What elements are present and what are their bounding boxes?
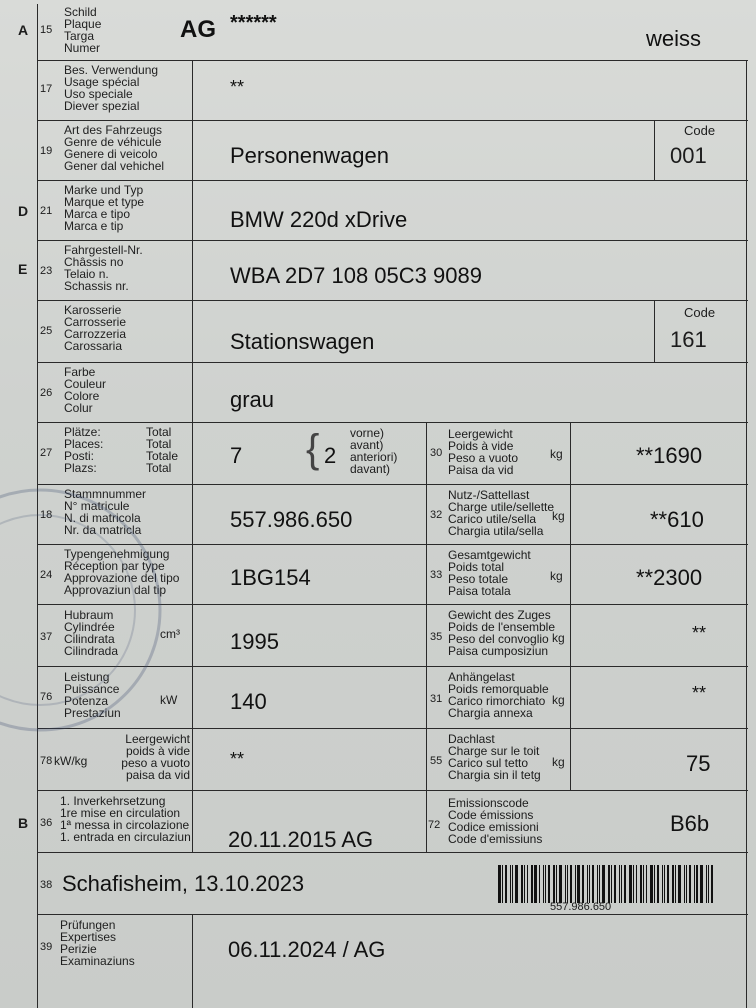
divider <box>426 605 427 666</box>
barcode-bar <box>689 865 691 903</box>
empty-weight-value: **1690 <box>636 443 703 468</box>
divider <box>654 301 655 362</box>
divider <box>192 485 193 544</box>
kw-per-kg-unit: kW/kg <box>54 754 88 768</box>
unit-kg: kg <box>550 447 563 461</box>
vehicle-type-value: Personenwagen <box>230 143 390 168</box>
unit-cm3: cm³ <box>160 627 180 641</box>
barcode-bar <box>657 865 659 903</box>
inspection-value: 06.11.2024 / AG <box>228 937 386 962</box>
field-number: 78 <box>40 755 53 767</box>
chassis-value: WBA 2D7 108 05C3 9089 <box>230 263 482 288</box>
master-no-label: Stammnummer N° matricule N. di matricola Nr. da matricla <box>64 487 147 537</box>
vehicle-type-label: Art des Fahrzeugs Genre de véhicule Genere di veicolo Gener dal vehichel <box>64 123 165 173</box>
divider <box>192 423 193 484</box>
field-number: 21 <box>40 205 53 217</box>
plate-row <box>18 4 748 60</box>
unit-kg: kg <box>552 693 565 707</box>
seats-weight-row <box>38 422 748 484</box>
barcode-bar <box>602 865 605 903</box>
divider <box>570 545 571 604</box>
make-value: BMW 220d xDrive <box>230 207 408 232</box>
barcode-bar <box>589 865 590 903</box>
divider <box>192 791 193 852</box>
seats-front-label: vorne) avant) anteriori) davant) <box>350 426 398 476</box>
barcode-bar <box>646 865 647 903</box>
divider <box>192 181 193 240</box>
barcode-bar <box>621 865 622 903</box>
barcode-bar <box>505 865 507 903</box>
trailer-load-value: ** <box>692 683 707 703</box>
barcode-bar <box>643 865 644 903</box>
field-number: 37 <box>40 631 53 643</box>
plate-label: Schild Plaque Targa Numer <box>64 5 102 55</box>
code-label: Code <box>684 305 716 320</box>
seats-total-value: 7 <box>230 443 243 468</box>
barcode-bar <box>570 865 572 903</box>
train-weight-value: ** <box>692 623 707 643</box>
field-number: 72 <box>428 819 441 831</box>
divider <box>570 605 571 666</box>
make-row <box>18 180 748 240</box>
divider <box>654 121 655 180</box>
power-value: 140 <box>230 689 267 714</box>
special-use-row <box>38 60 748 120</box>
vehicle-type-row <box>38 120 748 180</box>
power-trailer-row <box>38 666 748 728</box>
barcode-bar <box>619 865 620 903</box>
field-number: 15 <box>40 24 53 36</box>
divider <box>426 729 427 790</box>
special-use-value: ** <box>230 77 245 97</box>
body-code: 161 <box>670 327 707 352</box>
payload-value: **610 <box>650 507 704 532</box>
barcode-bar <box>556 865 557 903</box>
row-letter-b: B <box>18 815 29 831</box>
type-approval-label: Typengenehmigung Réception par type Approvazione del tipo Approvaziun dal tip <box>64 547 180 597</box>
emissions-value: B6b <box>670 811 710 836</box>
kw-per-kg-value: ** <box>230 749 245 769</box>
body-value: Stationswagen <box>230 329 375 354</box>
divider <box>426 545 427 604</box>
barcode-bar <box>629 865 632 903</box>
barcode-bar <box>700 865 703 903</box>
divider <box>570 667 571 728</box>
divider <box>426 485 427 544</box>
barcode-bar <box>640 865 642 903</box>
kw-per-kg-label: Leergewicht poids à vide peso a vuoto paisa da vid <box>121 732 190 782</box>
field-number: 19 <box>40 145 53 157</box>
vehicle-type-code: 001 <box>670 143 707 168</box>
make-label: Marke und Typ Marque et type Marca e tipo Marca e tip <box>64 183 145 233</box>
color-value: grau <box>230 387 275 412</box>
barcode-bar <box>567 865 568 903</box>
barcode-bar <box>512 865 513 903</box>
barcode-bar <box>534 865 537 903</box>
approval-total-weight-row <box>38 544 748 604</box>
color-row <box>38 362 748 422</box>
seats-total-label: Total Total Totale Total <box>146 425 179 475</box>
type-approval-value: 1BG154 <box>230 565 311 590</box>
field-number: 18 <box>40 509 53 521</box>
displacement-label: Hubraum Cylindrée Cilindrata Cilindrada <box>64 608 119 658</box>
barcode-bar <box>608 865 610 903</box>
divider <box>192 61 193 120</box>
barcode-bar <box>650 865 653 903</box>
seats-label: Plätze: Places: Posti: Plazs: <box>64 425 104 475</box>
barcode-bar <box>521 865 523 903</box>
barcode-bar <box>565 865 566 903</box>
barcode-bar <box>582 865 584 903</box>
barcode-number: 557.986.650 <box>550 901 612 913</box>
barcode-bar <box>686 865 687 903</box>
barcode-bar <box>708 865 709 903</box>
field-number: 33 <box>430 569 443 581</box>
barcode-bar <box>662 865 663 903</box>
field-number: 27 <box>40 447 53 459</box>
barcode-bar <box>559 865 562 903</box>
divider <box>192 545 193 604</box>
field-number: 36 <box>40 817 53 829</box>
barcode-bar <box>664 865 665 903</box>
divider <box>570 423 571 484</box>
row-letter-d: D <box>18 203 29 219</box>
barcode-bar <box>675 865 676 903</box>
divider <box>426 791 427 852</box>
barcode-bar <box>711 865 713 903</box>
chassis-row <box>18 240 748 300</box>
inspection-row <box>38 914 748 1008</box>
payload-label: Nutz-/Sattellast Charge utile/sellette Carico utile/sella Chargia utila/sella <box>448 488 555 538</box>
chassis-label: Fahrgestell-Nr. Châssis no Telaio n. Schassis nr. <box>64 243 143 293</box>
total-weight-label: Gesamtgewicht Poids total Peso totale Paisa totala <box>448 548 531 598</box>
barcode-bar <box>599 865 600 903</box>
barcode-bar <box>597 865 598 903</box>
divider <box>192 241 193 300</box>
barcode-bar <box>515 865 518 903</box>
barcode-bar <box>531 865 533 903</box>
seats-bracket: { <box>306 427 320 471</box>
row-letter-a: A <box>18 22 29 38</box>
unit-kg: kg <box>552 509 565 523</box>
table-left-border <box>37 4 38 1008</box>
unit-kg: kg <box>550 569 563 583</box>
barcode-bar <box>672 865 674 903</box>
barcode-bar <box>545 865 546 903</box>
body-label: Karosserie Carrosserie Carrozzeria Carossaria <box>64 303 127 353</box>
barcode-bar <box>706 865 707 903</box>
barcode-bar <box>694 865 695 903</box>
barcode-bar <box>654 865 655 903</box>
field-number: 30 <box>430 447 443 459</box>
color-label: Farbe Couleur Colore Colur <box>64 365 107 415</box>
barcode-bar <box>524 865 525 903</box>
table-right-border <box>746 60 747 1008</box>
barcode-bar <box>592 865 594 903</box>
plate-number: ****** <box>230 12 277 34</box>
train-weight-label: Gewicht des Zuges Poids de l'ensemble Peso del convoglio Paisa cumposiziun <box>448 608 556 658</box>
master-no-value: 557.986.650 <box>230 507 353 532</box>
divider <box>426 423 427 484</box>
barcode-bar <box>575 865 576 903</box>
master-payload-row <box>38 484 748 544</box>
special-use-label: Bes. Verwendung Usage spécial Uso speciale Diever spezial <box>64 63 159 113</box>
code-label: Code <box>684 123 716 138</box>
divider <box>192 363 193 422</box>
divider <box>192 667 193 728</box>
first-reg-value: 20.11.2015 AG <box>228 827 374 852</box>
barcode-bar <box>614 865 616 903</box>
barcode-bar <box>678 865 681 903</box>
barcode-bar <box>498 865 501 903</box>
power-label: Leistung Puissance Potenza Prestaziun <box>64 670 121 720</box>
barcode-bar <box>611 865 612 903</box>
divider <box>192 605 193 666</box>
roof-load-value: 75 <box>686 751 711 776</box>
divider <box>426 667 427 728</box>
empty-weight-label: Leergewicht Poids à vide Peso a vuoto Paisa da vid <box>448 427 519 477</box>
first-reg-label: 1. Inverkehrsetzung 1re mise en circulation 1ª messa in circolazione 1. entrada en circulaziun <box>60 794 191 844</box>
field-number: 26 <box>40 387 53 399</box>
barcode-bar <box>684 865 685 903</box>
field-number: 23 <box>40 265 53 277</box>
field-number: 24 <box>40 569 53 581</box>
displacement-value: 1995 <box>230 629 279 654</box>
barcode-bar <box>543 865 544 903</box>
field-number: 55 <box>430 755 443 767</box>
barcode <box>498 865 753 903</box>
field-number: 17 <box>40 83 53 95</box>
roof-load-label: Dachlast Charge sur le toit Carico sul tetto Chargia sin il tetg <box>448 732 541 782</box>
total-weight-value: **2300 <box>636 565 703 590</box>
barcode-bar <box>548 865 550 903</box>
barcode-bar <box>539 865 540 903</box>
field-number: 25 <box>40 325 53 337</box>
barcode-bar <box>667 865 669 903</box>
unit-kg: kg <box>552 755 565 769</box>
plate-color: weiss <box>646 26 702 51</box>
issue-place-date: Schafisheim, 13.10.2023 <box>62 871 305 896</box>
body-row <box>38 300 748 362</box>
field-number: 32 <box>430 509 443 521</box>
barcode-bar <box>510 865 511 903</box>
divider <box>570 729 571 790</box>
barcode-bar <box>502 865 503 903</box>
divider <box>192 301 193 362</box>
trailer-load-label: Anhängelast Poids remorquable Carico rimorchiato Chargia annexa <box>448 670 549 720</box>
divider <box>192 121 193 180</box>
barcode-bar <box>696 865 698 903</box>
barcode-bar <box>577 865 580 903</box>
unit-kg: kg <box>552 631 565 645</box>
field-number: 31 <box>430 693 443 705</box>
emissions-label: Emissionscode Code émissions Codice emissioni Code d'emissiuns <box>448 796 543 846</box>
field-number: 38 <box>40 879 53 891</box>
field-number: 35 <box>430 631 443 643</box>
field-number: 76 <box>40 691 53 703</box>
divider <box>570 485 571 544</box>
barcode-bar <box>624 865 626 903</box>
barcode-bar <box>636 865 637 903</box>
first-reg-emissions-row <box>18 790 748 852</box>
barcode-bar <box>587 865 588 903</box>
barcode-bar <box>527 865 528 903</box>
issue-row <box>38 852 748 914</box>
inspection-label: Prüfungen Expertises Perizie Examinaziuns <box>60 918 135 968</box>
unit-kw: kW <box>160 693 178 707</box>
kwkg-roof-row <box>38 728 748 790</box>
seats-front-value: 2 <box>324 443 337 468</box>
displacement-train-row <box>38 604 748 666</box>
field-number: 39 <box>40 941 53 953</box>
barcode-bar <box>553 865 555 903</box>
divider <box>192 729 193 790</box>
barcode-bar <box>633 865 634 903</box>
row-letter-e: E <box>18 261 28 277</box>
divider <box>192 915 193 1008</box>
plate-canton: AG <box>180 16 216 43</box>
